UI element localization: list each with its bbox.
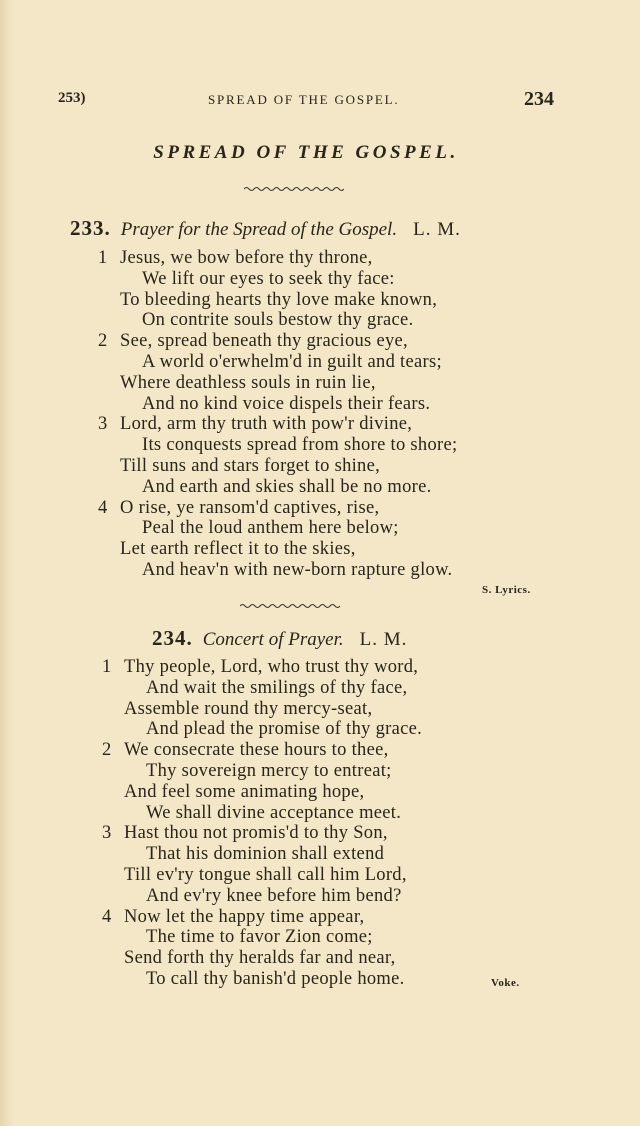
hymn-verses: [102, 657, 422, 990]
wavy-rule-ornament: [240, 602, 340, 610]
page-edge: [0, 0, 14, 1126]
hymn-number: 233.: [70, 216, 111, 240]
verse-line: 1 Thy people, Lord, who trust thy word,: [102, 657, 419, 677]
page-number: 234: [524, 88, 554, 110]
verse-line: Thy sovereign mercy to entreat;: [146, 760, 392, 781]
verse-line: And ev'ry knee before him bend?: [146, 885, 402, 906]
verse-line: And wait the smilings of thy face,: [146, 677, 408, 698]
verse-line: The time to favor Zion come;: [146, 927, 373, 948]
verse-number: 2: [102, 740, 112, 761]
verse-number: 3: [98, 414, 108, 435]
verse-number: 4: [102, 906, 112, 927]
verse-line: To bleeding hearts thy love make known,: [120, 289, 438, 310]
verse-line: Peal the loud anthem here below;: [142, 518, 399, 539]
hymn-meter: L. M.: [413, 219, 461, 240]
verse-line: To call thy banish'd people home.: [146, 968, 405, 989]
hymn-verses: [98, 248, 457, 581]
hymn-number: 234.: [152, 626, 193, 650]
verse-number: 2: [98, 331, 108, 352]
verse-line: Send forth thy heralds far and near,: [124, 948, 396, 969]
verse-line: Till suns and stars forget to shine,: [120, 455, 381, 476]
verse-line: 3 Lord, arm thy truth with pow'r divine,: [98, 414, 413, 435]
verse-number: 3: [102, 823, 112, 844]
running-head-title: SPREAD OF THE GOSPEL.: [208, 92, 400, 107]
verse-line: And heav'n with new-born rapture glow.: [142, 559, 453, 580]
verse-number: 1: [98, 248, 108, 268]
hymn-attribution: Voke.: [491, 977, 520, 989]
verse-line: 4 O rise, ye ransom'd captives, rise,: [98, 497, 380, 518]
verse-line: A world o'erwhelm'd in guilt and tears;: [142, 351, 442, 372]
verse-line: And plead the promise of thy grace.: [146, 719, 423, 740]
verse-number: 4: [98, 497, 108, 518]
verse-line: 1 Jesus, we bow before thy throne,: [98, 248, 373, 268]
verse-line: 2 See, spread beneath thy gracious eye,: [98, 331, 408, 352]
hymn-heading: [152, 626, 407, 651]
verse-line: We lift our eyes to seek thy face:: [142, 268, 395, 289]
wavy-rule-ornament: [244, 185, 344, 193]
running-head-left: 253): [58, 90, 86, 106]
verse-line: 4 Now let the happy time appear,: [102, 906, 365, 927]
hymn-heading: [70, 216, 461, 241]
verse-line: We shall divine acceptance meet.: [146, 802, 402, 823]
hymn-attribution: S. Lyrics.: [482, 584, 531, 596]
verse-line: Till ev'ry tongue shall call him Lord,: [124, 864, 407, 885]
verse-line: On contrite souls bestow thy grace.: [142, 310, 414, 331]
running-head: [58, 88, 558, 112]
hymn-title: Concert of Prayer.: [202, 629, 344, 650]
section-title: SPREAD OF THE GOSPEL.: [153, 142, 459, 163]
verse-line: Let earth reflect it to the skies,: [120, 539, 356, 560]
verse-line: Its conquests spread from shore to shore;: [142, 435, 458, 456]
verse-line: And earth and skies shall be no more.: [142, 476, 432, 497]
verse-line: And feel some animating hope,: [124, 781, 365, 802]
verse-line: Where deathless souls in ruin lie,: [120, 372, 376, 393]
hymn-meter: L. M.: [359, 629, 408, 650]
verse-line: 3 Hast thou not promis'd to thy Son,: [102, 823, 388, 844]
hymn-title: Prayer for the Spread of the Gospel.: [120, 219, 398, 240]
verse-line: Assemble round thy mercy-seat,: [124, 698, 373, 719]
verse-line: And no kind voice dispels their fears.: [142, 393, 431, 414]
verse-line: That his dominion shall extend: [146, 844, 385, 865]
verse-number: 1: [102, 657, 112, 677]
verse-line: 2 We consecrate these hours to thee,: [102, 740, 389, 761]
